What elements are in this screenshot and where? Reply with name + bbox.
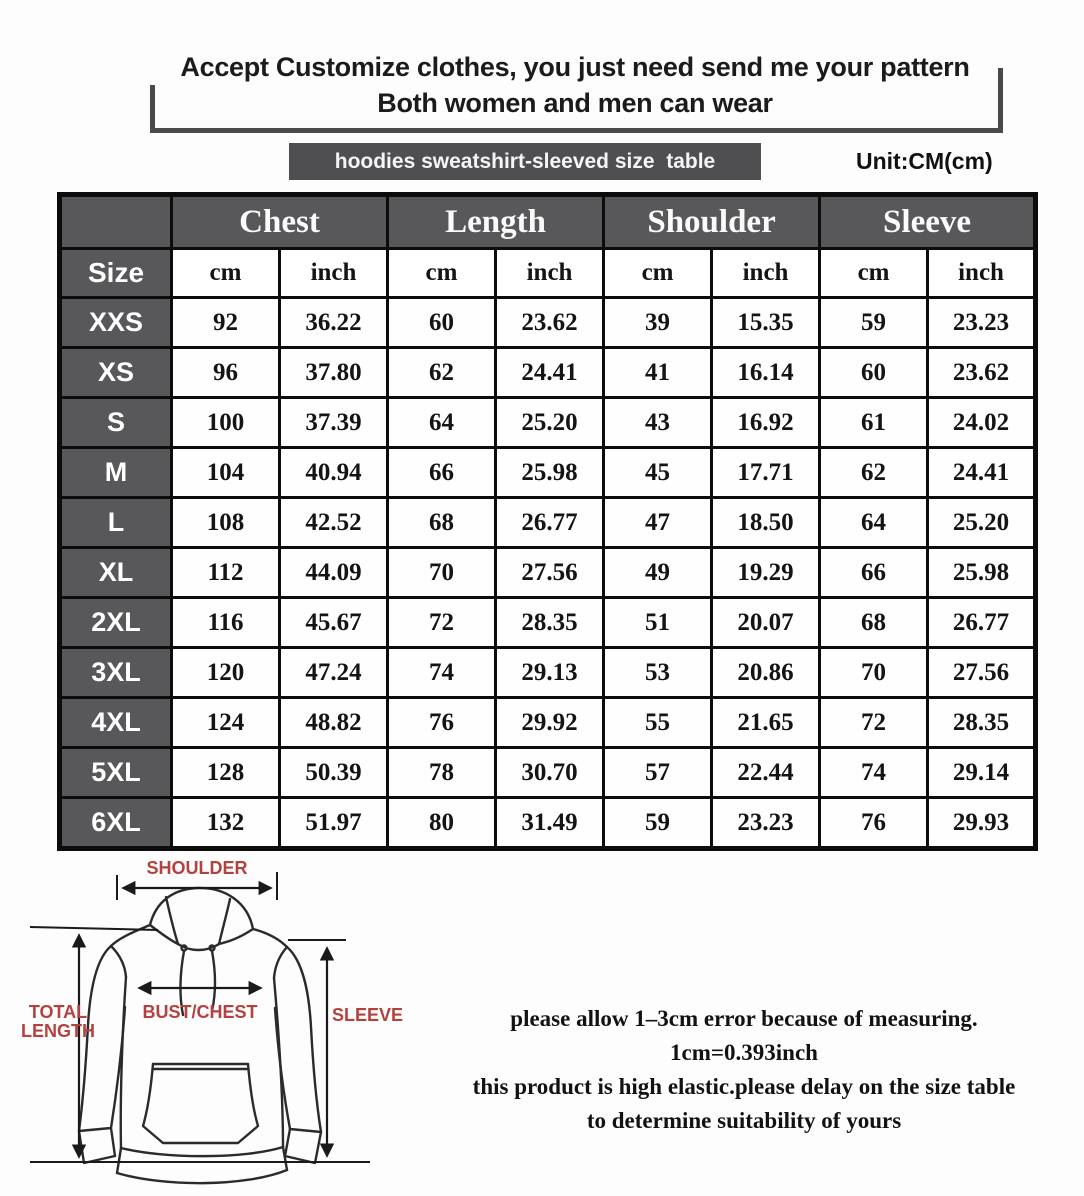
- subheader-cm: cm: [820, 249, 928, 298]
- value-cell: 76: [388, 698, 496, 748]
- sleeve-measure-label: SLEEVE: [332, 1005, 404, 1025]
- value-cell: 47.24: [280, 648, 388, 698]
- size-column-header: Size: [60, 249, 172, 298]
- value-cell: 16.92: [712, 398, 820, 448]
- value-cell: 25.98: [496, 448, 604, 498]
- total-length-label-line2: LENGTH: [21, 1021, 95, 1041]
- value-cell: 59: [820, 298, 928, 348]
- table-row: [60, 498, 1036, 548]
- value-cell: 120: [172, 648, 280, 698]
- table-row: [60, 748, 1036, 798]
- value-cell: 20.07: [712, 598, 820, 648]
- size-cell: XL: [60, 548, 172, 598]
- value-cell: 51.97: [280, 798, 388, 849]
- value-cell: 61: [820, 398, 928, 448]
- subheader-inch: inch: [712, 249, 820, 298]
- value-cell: 66: [388, 448, 496, 498]
- value-cell: 27.56: [496, 548, 604, 598]
- value-cell: 68: [820, 598, 928, 648]
- value-cell: 41: [604, 348, 712, 398]
- value-cell: 96: [172, 348, 280, 398]
- size-cell: 6XL: [60, 798, 172, 849]
- value-cell: 44.09: [280, 548, 388, 598]
- value-cell: 16.14: [712, 348, 820, 398]
- subheader-cm: cm: [388, 249, 496, 298]
- value-cell: 80: [388, 798, 496, 849]
- value-cell: 37.80: [280, 348, 388, 398]
- value-cell: 64: [820, 498, 928, 548]
- size-cell: M: [60, 448, 172, 498]
- value-cell: 39: [604, 298, 712, 348]
- bust-chest-measure-label: BUST/CHEST: [142, 1002, 258, 1022]
- value-cell: 112: [172, 548, 280, 598]
- value-cell: 48.82: [280, 698, 388, 748]
- size-cell: 3XL: [60, 648, 172, 698]
- table-row: [60, 798, 1036, 849]
- value-cell: 70: [820, 648, 928, 698]
- value-cell: 72: [388, 598, 496, 648]
- value-cell: 50.39: [280, 748, 388, 798]
- value-cell: 55: [604, 698, 712, 748]
- total-length-measure-label: [8, 1003, 108, 1041]
- note-line-4: to determine suitability of yours: [586, 1108, 902, 1133]
- table-body: [60, 298, 1036, 849]
- value-cell: 27.56: [928, 648, 1036, 698]
- value-cell: 29.92: [496, 698, 604, 748]
- value-cell: 17.71: [712, 448, 820, 498]
- value-cell: 116: [172, 598, 280, 648]
- value-cell: 78: [388, 748, 496, 798]
- value-cell: 23.23: [928, 298, 1036, 348]
- size-cell: 2XL: [60, 598, 172, 648]
- value-cell: 25.20: [496, 398, 604, 448]
- value-cell: 23.62: [496, 298, 604, 348]
- value-cell: 49: [604, 548, 712, 598]
- table-title: hoodies sweatshirt-sleeved size table: [334, 149, 716, 173]
- size-cell: 4XL: [60, 698, 172, 748]
- value-cell: 29.13: [496, 648, 604, 698]
- total-length-label-line1: TOTAL: [28, 1002, 88, 1022]
- value-cell: 74: [388, 648, 496, 698]
- value-cell: 24.41: [496, 348, 604, 398]
- value-cell: 66: [820, 548, 928, 598]
- value-cell: 100: [172, 398, 280, 448]
- col-group-length: Length: [388, 195, 604, 249]
- value-cell: 31.49: [496, 798, 604, 849]
- subheader-cm: cm: [604, 249, 712, 298]
- value-cell: 37.39: [280, 398, 388, 448]
- value-cell: 132: [172, 798, 280, 849]
- measuring-notes: [408, 1002, 1080, 1138]
- value-cell: 45.67: [280, 598, 388, 648]
- table-row: [60, 298, 1036, 348]
- value-cell: 108: [172, 498, 280, 548]
- value-cell: 57: [604, 748, 712, 798]
- subheader-cm: cm: [172, 249, 280, 298]
- value-cell: 28.35: [928, 698, 1036, 748]
- value-cell: 74: [820, 748, 928, 798]
- value-cell: 24.02: [928, 398, 1036, 448]
- value-cell: 47: [604, 498, 712, 548]
- value-cell: 76: [820, 798, 928, 849]
- value-cell: 45: [604, 448, 712, 498]
- value-cell: 53: [604, 648, 712, 698]
- value-cell: 25.20: [928, 498, 1036, 548]
- value-cell: 23.23: [712, 798, 820, 849]
- value-cell: 26.77: [496, 498, 604, 548]
- value-cell: 92: [172, 298, 280, 348]
- size-cell: 5XL: [60, 748, 172, 798]
- size-cell: S: [60, 398, 172, 448]
- value-cell: 29.93: [928, 798, 1036, 849]
- size-cell: XXS: [60, 298, 172, 348]
- value-cell: 59: [604, 798, 712, 849]
- value-cell: 29.14: [928, 748, 1036, 798]
- value-cell: 124: [172, 698, 280, 748]
- shoulder-measure-label: SHOULDER: [146, 858, 248, 878]
- value-cell: 72: [820, 698, 928, 748]
- value-cell: 51: [604, 598, 712, 648]
- value-cell: 64: [388, 398, 496, 448]
- size-cell: XS: [60, 348, 172, 398]
- table-row: [60, 698, 1036, 748]
- table-title-banner: [289, 143, 761, 180]
- value-cell: 62: [820, 448, 928, 498]
- size-cell: L: [60, 498, 172, 548]
- subheader-inch: inch: [928, 249, 1036, 298]
- subheader-inch: inch: [496, 249, 604, 298]
- value-cell: 60: [820, 348, 928, 398]
- col-group-chest: Chest: [172, 195, 388, 249]
- table-row: [60, 598, 1036, 648]
- value-cell: 15.35: [712, 298, 820, 348]
- value-cell: 62: [388, 348, 496, 398]
- size-table: [57, 192, 1038, 851]
- note-line-2: 1cm=0.393inch: [670, 1040, 818, 1065]
- value-cell: 22.44: [712, 748, 820, 798]
- table-row: [60, 648, 1036, 698]
- table-row: [60, 348, 1036, 398]
- value-cell: 60: [388, 298, 496, 348]
- note-line-1: please allow 1–3cm error because of measuring.: [510, 1006, 978, 1031]
- headline-line-2: Both women and men can wear: [377, 88, 773, 118]
- unit-label: Unit:CM(cm): [856, 148, 993, 174]
- value-cell: 18.50: [712, 498, 820, 548]
- corner-cell: [60, 195, 172, 249]
- value-cell: 70: [388, 548, 496, 598]
- value-cell: 24.41: [928, 448, 1036, 498]
- value-cell: 68: [388, 498, 496, 548]
- value-cell: 28.35: [496, 598, 604, 648]
- table-row: [60, 398, 1036, 448]
- value-cell: 23.62: [928, 348, 1036, 398]
- value-cell: 21.65: [712, 698, 820, 748]
- value-cell: 19.29: [712, 548, 820, 598]
- value-cell: 36.22: [280, 298, 388, 348]
- subheader-inch: inch: [280, 249, 388, 298]
- value-cell: 128: [172, 748, 280, 798]
- value-cell: 25.98: [928, 548, 1036, 598]
- value-cell: 43: [604, 398, 712, 448]
- value-cell: 26.77: [928, 598, 1036, 648]
- value-cell: 30.70: [496, 748, 604, 798]
- size-table-header: [60, 195, 1036, 298]
- value-cell: 40.94: [280, 448, 388, 498]
- value-cell: 20.86: [712, 648, 820, 698]
- value-cell: 104: [172, 448, 280, 498]
- col-group-shoulder: Shoulder: [604, 195, 820, 249]
- col-group-sleeve: Sleeve: [820, 195, 1036, 249]
- table-row: [60, 448, 1036, 498]
- table-row: [60, 548, 1036, 598]
- hoodie-drawing: [79, 888, 321, 1183]
- headline-line-1: Accept Customize clothes, you just need send me your pattern: [180, 52, 970, 82]
- value-cell: 42.52: [280, 498, 388, 548]
- note-line-3: this product is high elastic.please delay on the size table: [472, 1074, 1016, 1099]
